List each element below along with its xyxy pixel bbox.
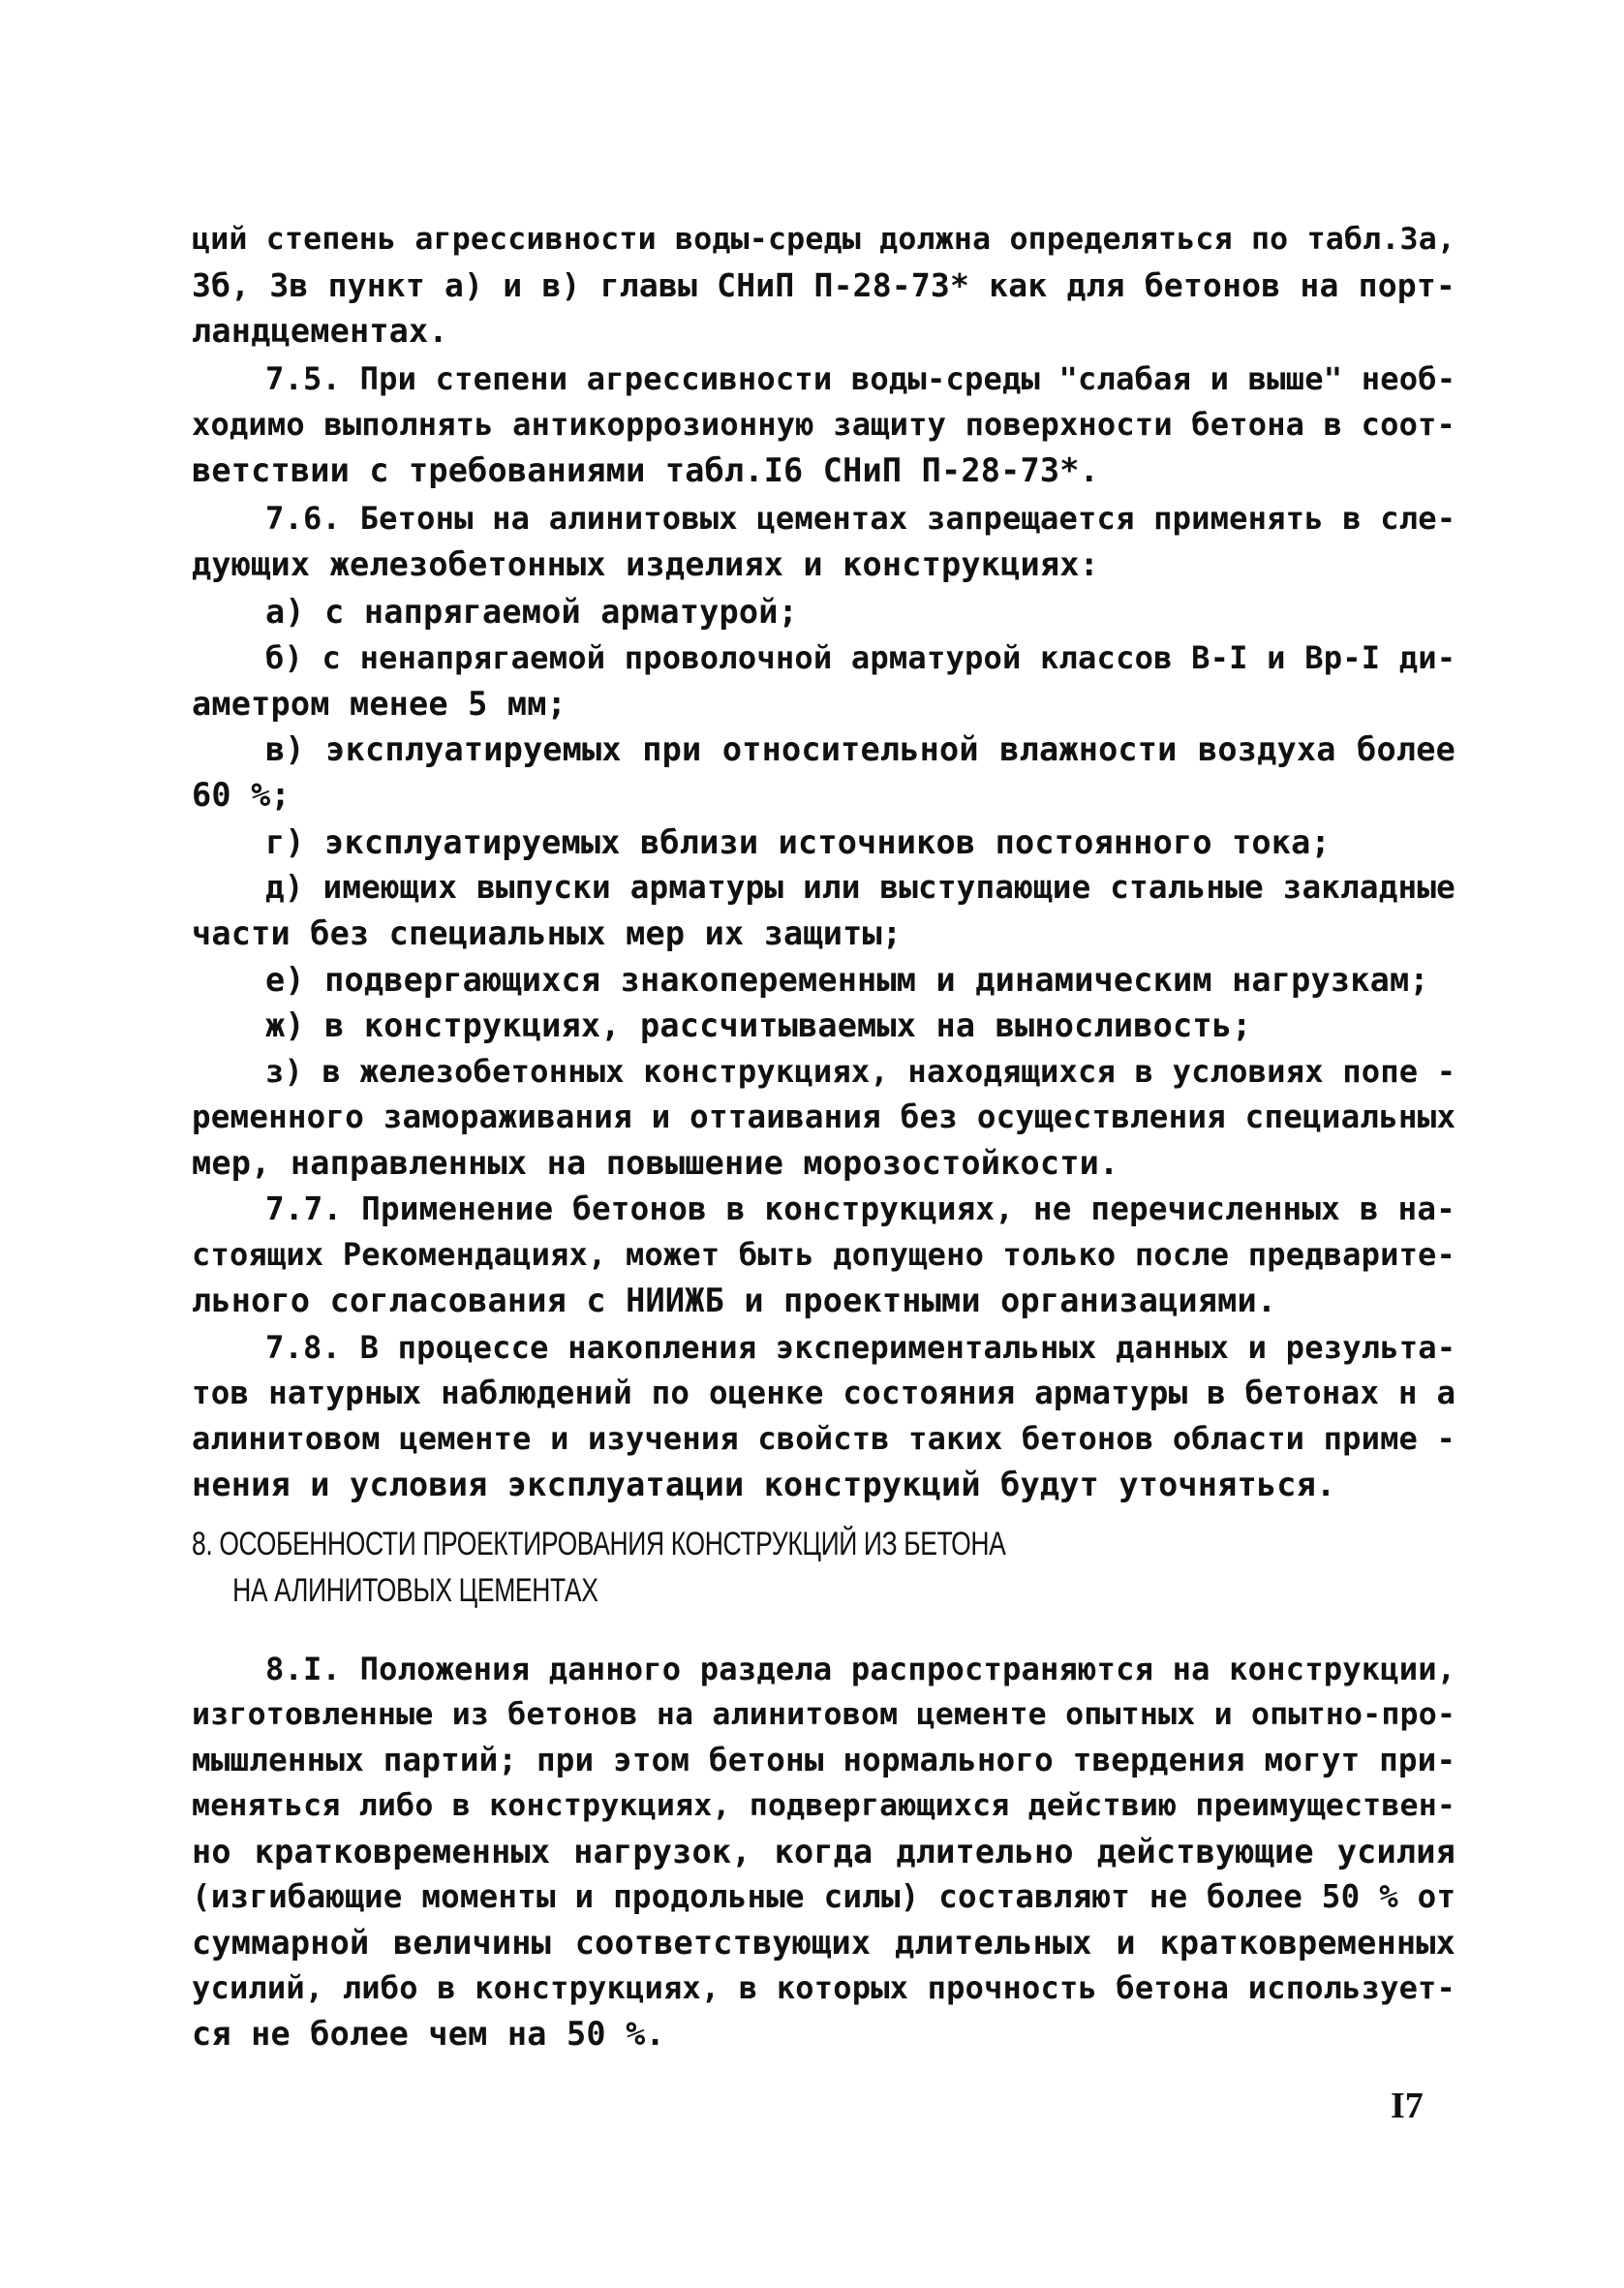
text-line: г) эксплуатируемых вблизи источников постоянного тока; <box>265 823 1331 861</box>
clause-7-5 <box>192 356 1455 493</box>
list-item-b <box>192 635 1455 727</box>
continuation-paragraph <box>192 217 1455 354</box>
text-line: ландцементах. <box>192 312 448 350</box>
list-item-zh <box>192 1003 1455 1048</box>
text-line: дующих железобетонных изделиях и конструкциях: <box>192 545 1099 583</box>
text-line: д) имеющих выпуски арматуры или выступающие стальные закладные <box>265 869 1455 906</box>
list-item-d <box>192 865 1455 956</box>
text-line: а) с напрягаемой арматурой; <box>265 593 798 631</box>
clause-8-1 <box>192 1647 1455 2056</box>
text-line: б) с ненапрягаемой проволочной арматурой классов В-I и Вр-I ди- <box>265 639 1456 676</box>
heading-line: 8. ОСОБЕННОСТИ ПРОЕКТИРОВАНИЯ КОНСТРУКЦИЙ ИЗ БЕТОНА <box>192 1526 1006 1562</box>
text-line: усилий, либо в конструкциях, в которых прочность бетона использует- <box>192 1969 1455 2006</box>
text-line: части без специальных мер их защиты; <box>192 914 903 952</box>
text-line: 7.8. В процессе накопления экспериментальных данных и результа- <box>265 1329 1456 1366</box>
text-line: з) в железобетонных конструкциях, находящихся в условиях попе - <box>265 1053 1456 1090</box>
text-line: 7.5. При степени агрессивности воды-среды "слабая и выше" необ- <box>265 360 1456 397</box>
text-line: в) эксплуатируемых при относительной влажности воздуха более <box>265 730 1455 768</box>
text-line: мер, направленных на повышение морозостойкости. <box>192 1144 1119 1182</box>
text-line: 7.7. Применение бетонов в конструкциях, не перечисленных в на- <box>265 1190 1455 1227</box>
text-line: но кратковременных нагрузок, когда длительно действующие усилия <box>192 1833 1455 1871</box>
clause-7-7 <box>192 1187 1455 1323</box>
heading-line: НА АЛИНИТОВЫХ ЦЕМЕНТАХ <box>232 1572 598 1609</box>
text-line: изготовленные из бетонов на алинитовом цементе опытных и опытно-про- <box>192 1697 1456 1732</box>
text-line: 8.I. Положения данного раздела распространяются на конструкции, <box>265 1651 1456 1687</box>
text-line: меняться либо в конструкциях, подвергающихся действию преимуществен- <box>192 1788 1456 1823</box>
clause-7-6 <box>192 496 1455 587</box>
text-line: тов натурных наблюдений по оценке состояния арматуры в бетонах н а <box>192 1375 1456 1411</box>
text-line: ся не более чем на 50 %. <box>192 2015 665 2053</box>
section-heading <box>192 1521 1178 1614</box>
text-line: ж) в конструкциях, рассчитываемых на выносливость; <box>265 1006 1252 1044</box>
text-line: ременного замораживания и оттаивания без осуществления специальных <box>192 1098 1456 1135</box>
text-line: стоящих Рекомендациях, может быть допущено только после предварите- <box>192 1236 1455 1273</box>
list-item-e <box>192 957 1455 1003</box>
text-line: 7.6. Бетоны на алинитовых цементах запрещается применять в сле- <box>265 500 1456 537</box>
text-line: льного согласования с НИИЖБ и проектными организациями. <box>192 1282 1277 1319</box>
text-line: ходимо выполнять антикоррозионную защиту поверхности бетона в соот- <box>192 406 1455 443</box>
text-line: суммарной величины соответствующих длительных и кратковременных <box>192 1924 1455 1962</box>
text-line: (изгибающие моменты и продольные силы) составляют не более 50 % от <box>192 1878 1456 1915</box>
text-line: аметром менее 5 мм; <box>192 685 567 723</box>
text-line: ветствии с требованиями табл.I6 СНиП П-28-73*. <box>192 451 1099 489</box>
text-line: мышленных партий; при этом бетоны нормального твердения могут при- <box>192 1742 1456 1778</box>
text-line: алинитовом цементе и изучения свойств таких бетонов области приме - <box>192 1420 1455 1457</box>
page-number: I7 <box>1391 2086 1424 2126</box>
list-item-v <box>192 727 1455 818</box>
clause-7-8 <box>192 1325 1455 1507</box>
text-line: е) подвергающихся знакопеременным и динамическим нагрузкам; <box>265 961 1429 999</box>
list-item-a <box>192 589 1455 634</box>
list-item-g <box>192 819 1455 865</box>
list-item-z <box>192 1049 1455 1186</box>
text-line: ций степень агрессивности воды-среды должна определяться по табл.3а, <box>192 222 1456 257</box>
text-line: 60 %; <box>192 776 291 814</box>
text-line: нения и условия эксплуатации конструкций будут уточняться. <box>192 1466 1336 1503</box>
text-line: 3б, 3в пункт а) и в) главы СНиП П-28-73* как для бетонов на порт- <box>192 266 1455 304</box>
